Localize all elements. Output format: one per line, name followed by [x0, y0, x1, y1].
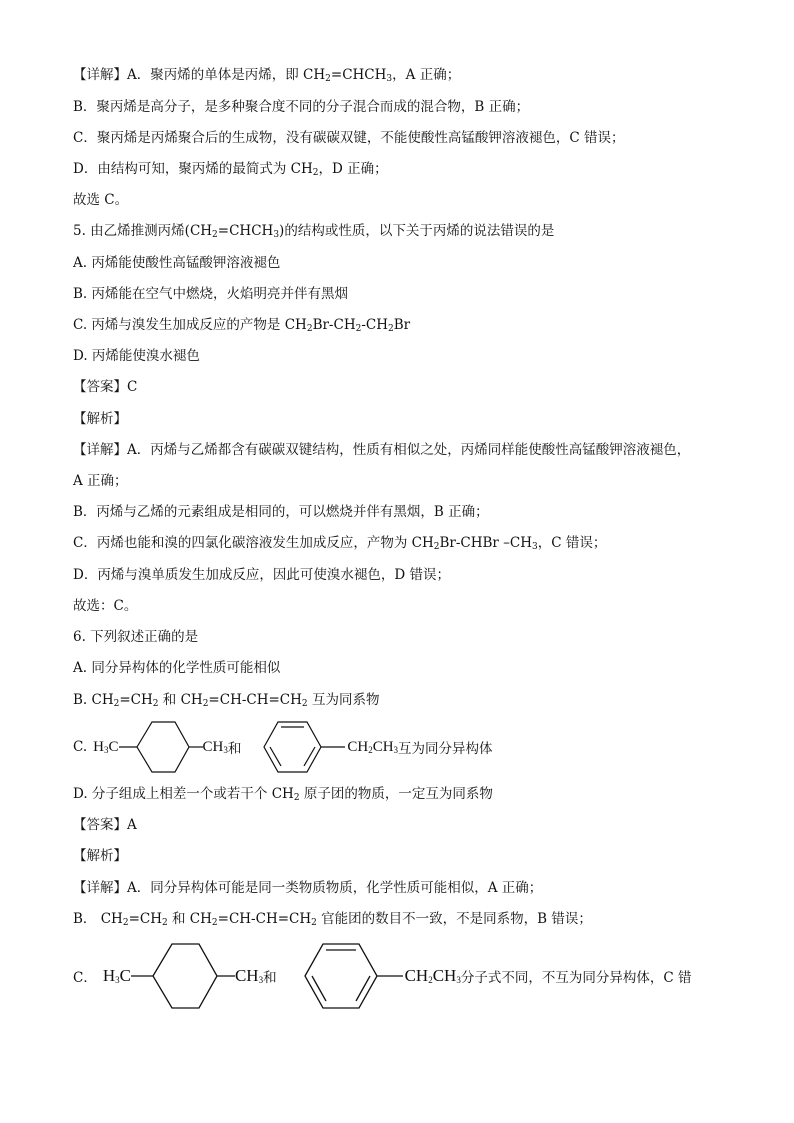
q5-option-b: B. 丙烯能在空气中燃烧，火焰明亮并伴有黑烟 [73, 286, 349, 302]
q5-option-c: C. 丙烯与溴发生加成反应的产物是 $CH_2Br-CH_2-CH_2Br$ [73, 317, 411, 334]
ethyl-group-lg: $CH_2CH_3$ [404, 966, 461, 985]
q5-analysis-heading: 【解析】 [73, 411, 127, 427]
q5-detail-b: B．丙烯与乙烯的元素组成是相同的，可以燃烧并伴有黑烟，B 正确； [73, 504, 489, 520]
methyl-group-left-lg: $H_3C$ [102, 966, 131, 985]
q4-detail-b: B．聚丙烯是高分子，是多种聚合度不同的分子混合而成的混合物，B 正确； [73, 99, 530, 115]
q4-detail-c: C．聚丙烯是丙烯聚合后的生成物，没有碳碳双键，不能使酸性高锰酸钾溶液褪色，C 错误； [73, 130, 625, 146]
q4-detail-a: 【详解】A．聚丙烯的单体是丙烯，即 $CH_2=CHCH_3$，A 正确； [73, 67, 461, 84]
q6-detail-c [73, 940, 691, 1012]
ethyl-group: $CH_2CH_3$ [347, 738, 399, 755]
q6-detail-b: B． $CH_2=CH_2$ 和 $CH_2=CH-CH=CH_2$ 官能团的数目不一致，不是同系物，B 错误； [73, 911, 592, 928]
q6-option-b: B. $CH_2=CH_2$ 和 $CH_2=CH-CH=CH_2$ 互为同系物 [73, 692, 380, 709]
q6-detail-a: 【详解】A．同分异构体可能是同一类物质物质，化学性质可能相似，A 正确； [73, 880, 543, 896]
methyl-group-right-lg: $CH_3$ [234, 966, 264, 985]
cyclohexane-ring [119, 718, 203, 776]
q6-stem: 6. 下列叙述正确的是 [73, 629, 199, 645]
q6-option-c-label: C. [73, 739, 88, 755]
q5-detail-a2: A 正确； [73, 473, 128, 489]
q5-detail-c: C．丙烯也能和溴的四氯化碳溶液发生加成反应，产物为 $CH_2Br$-CHBr $-CH_3$，C 错误； [73, 535, 607, 552]
q6-option-c [73, 718, 493, 776]
q5-option-a: A. 丙烯能使酸性高锰酸钾溶液褪色 [73, 255, 281, 271]
q5-answer: 【答案】C [73, 379, 138, 395]
benzene-ring [259, 718, 347, 776]
methyl-group-left: $H_3C$ [93, 738, 119, 755]
q6-detail-c-label: C． [73, 970, 97, 986]
q5-detail-d: D．丙烯与溴单质发生加成反应，因此可使溴水褪色，D 错误； [73, 567, 450, 583]
q5-stem: 5. 由乙烯推测丙烯$(CH_2=CHCH_3)$的结构或性质，以下关于丙烯的说法错误的是 [73, 223, 555, 240]
q6-answer: 【答案】A [73, 817, 137, 833]
q4-detail-d: D．由结构可知，聚丙烯的最简式为 $CH_2$，D 正确； [73, 161, 388, 178]
q6-option-a: A. 同分异构体的化学性质可能相似 [73, 660, 281, 676]
q6-option-d: D. 分子组成上相差一个或若干个 $CH_2$ 原子团的物质，一定互为同系物 [73, 786, 493, 803]
benzene-ring-lg [299, 940, 405, 1012]
q5-detail-a1: 【详解】A．丙烯与乙烯都含有碳碳双键结构，性质有相似之处，丙烯同样能使酸性高锰酸钾溶液褪色， [73, 442, 691, 458]
q6-analysis-heading: 【解析】 [73, 848, 127, 864]
and-word: 和 [227, 741, 242, 757]
and-word-lg: 和 [263, 970, 277, 986]
q5-choice: 故选：C。 [73, 598, 138, 614]
methyl-group-right: $CH_3$ [202, 738, 228, 755]
cyclohexane-ring-lg [131, 940, 235, 1012]
q6-option-c-tail: 互为同分异构体 [398, 741, 493, 757]
q6-detail-c-tail: 分子式不同，不互为同分异构体，C 错 [460, 970, 692, 986]
q4-choice: 故选 C。 [73, 192, 129, 208]
q5-option-d: D. 丙烯能使溴水褪色 [73, 348, 200, 364]
